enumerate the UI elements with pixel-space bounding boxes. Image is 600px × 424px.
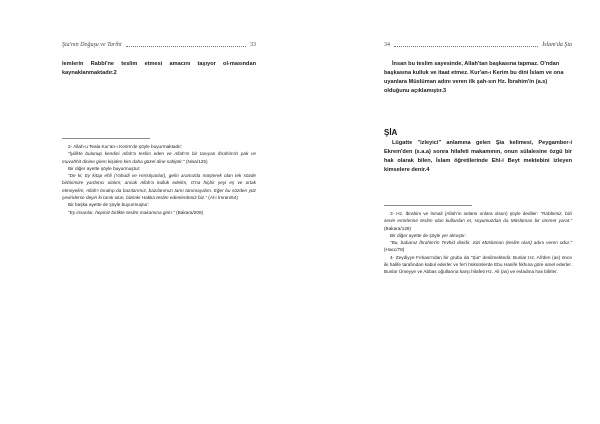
left-footnote-rule <box>62 138 150 139</box>
footnote-paragraph: Bir diğer ayette şöyle buyurmuştur: <box>68 165 141 171</box>
footnote-paragraph: 4- Zeydiyye Fırkası'ndan bir grubu da "Şia" denilmektedir. Bunlar Hz. Ali'den (as) önce iki halife tarafından kabul ederler ve fer'i hükümlerde Ebu Hanife fıkhına göre amel ederler. Bunlar Ümeyye ve Abbas oğullarına karşı hilafeti Hz. Ali (as) ve evladına has bilirler. <box>384 254 572 275</box>
left-header-title: Şia'nın Doğuşu ve Tarihi <box>62 42 122 48</box>
footnote-paragraph: 2- Allah-u Teala Kur'an-ı Kerim'de şöyle buyurmaktadır: <box>68 144 183 149</box>
left-page-number: 33 <box>250 42 256 48</box>
right-body-text: İnsan bu teslim sayesinde, Allah'tan başkasına tapmaz. O'ndan başkasına kulluk ve itaat etmez. Kur'an-ı Kerim bu dini İslam ve ona uyanlara Müslüman adını veren ilk şah-sın Hz. İbrahim'in (a.s) olduğunu açıklamıştır.3 <box>384 61 564 94</box>
footnote-paragraph: "Bu, babanız İbrahim'in Tevhid dinidir. Sizi Müslüman (teslim olan) adını veren odur." (Hacc/78) <box>384 240 572 253</box>
right-page-number: 34 <box>384 42 390 48</box>
footnote-paragraph: Bir diğer ayette de şöyle yer almıştır: <box>390 232 467 238</box>
left-running-header <box>62 42 256 48</box>
section-heading: ŞİA <box>384 128 398 137</box>
section-body-text: Lügatte "izleyici" anlamına gelen Şia kelimesi, Peygamber-i Ekrem'den (s.a.a) sonra hilafeti makamının, onun sülalesine özgü bir hak olarak bilen, İslam öğretilerinde Ehl-i Beyt mektebini izleyen kimselere denir.4 <box>384 140 572 173</box>
footnote-paragraph: "De ki; Ey kitap ehli (Yahudi ve Hıristiyanlar), gelin aramızda müşterek olan tek sözde birbirimize yardımcı olalım; ancak Allah'a kulluk edelim, O'na hiçbir şeyi eş ve ortak etmeyelim, Allah'ı bırakıp da bazılarımız, bazılarımızı tanrı tanımayalım. Eğer bu sözden yüz çevirirlerse deyin ki tanık olun, bizimki Hakka teslim edenlerdeniz biz." (Al-i İmran/64) <box>62 173 256 201</box>
right-page <box>300 0 600 424</box>
footnote-paragraph: "Ey insanlar, hepiniz birlikte teslim makamına girin." (Bakara/208) <box>68 209 204 215</box>
left-body-text: lemlerin Rabbi'ne teslim etmesi amacını taşıyor ol-masından kaynaklanmaktadır.2 <box>62 61 256 76</box>
right-footnotes <box>384 210 572 276</box>
footnote-paragraph: Bir başka ayette de şöyle buyurmuştur: <box>68 202 150 208</box>
footnote-paragraph: 3- Hz. İbrahim ve İsmail (Allah'ın selamı onlara olsun) şöyle dediler: "Rabbimiz, bizi senin emirlerine teslim olan kullardan et, soyumuzdan da Müslüman bir ümmet yarat." (Bakara/128) <box>384 211 572 231</box>
header-dot-leader <box>394 46 538 47</box>
header-dot-leader <box>126 46 246 47</box>
right-running-header <box>384 42 572 48</box>
left-footnotes <box>62 143 256 216</box>
right-header-title: İslam'da Şia <box>542 42 572 48</box>
footnote-paragraph: "İyilikte bulunup kendini Allah'a teslim eden ve Allah'ın bir tanıyan İbrahim'in pak ve muvahhit dinine giren kişiden kim daha güzel dine sahiptir." (Nisa/125) <box>62 151 256 164</box>
right-footnote-rule <box>384 205 472 206</box>
